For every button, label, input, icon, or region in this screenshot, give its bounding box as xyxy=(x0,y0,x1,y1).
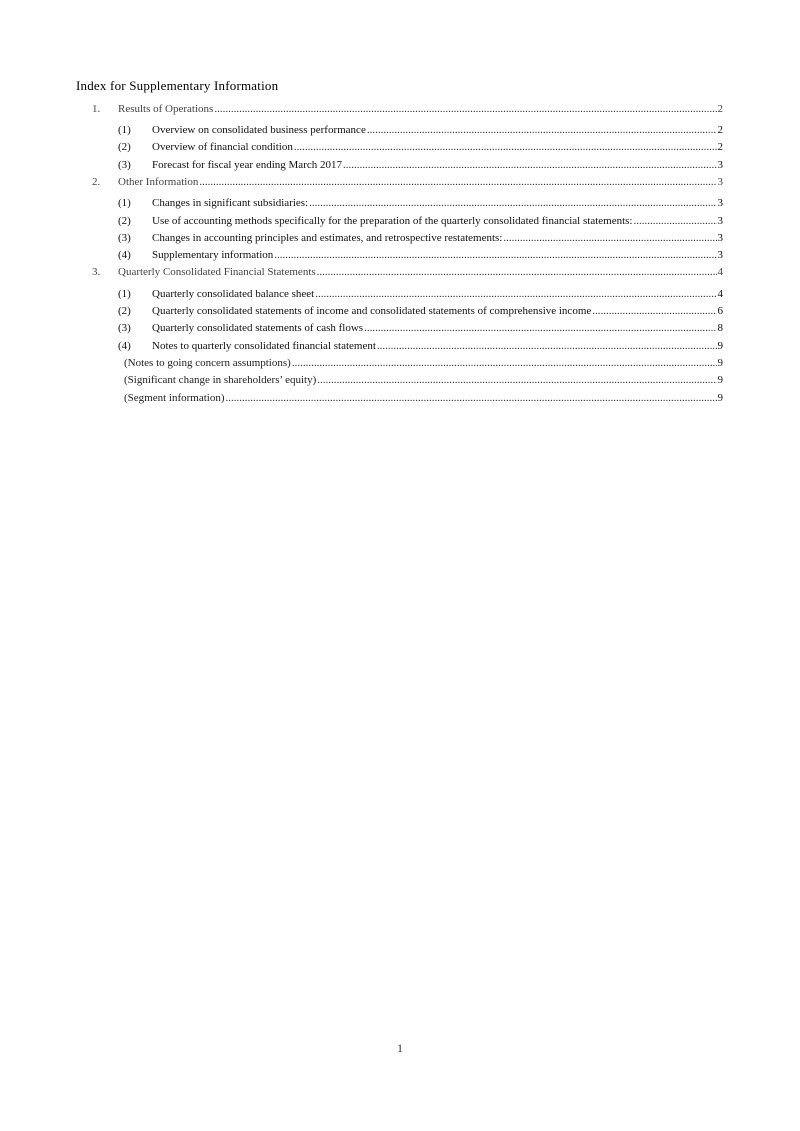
toc-entry-page: 2 xyxy=(717,124,723,136)
toc-entry-page: 9 xyxy=(717,340,723,352)
toc-entry-title: Changes in accounting principles and estimates, and retrospective restatements: xyxy=(152,232,503,244)
dot-leader xyxy=(317,372,716,388)
dot-leader xyxy=(274,247,716,263)
toc-entry[interactable] xyxy=(0,286,800,302)
toc-entry-page: 3 xyxy=(717,159,723,171)
toc-entry-title: Quarterly consolidated balance sheet xyxy=(152,288,315,300)
toc-entry-title: Results of Operations xyxy=(118,103,214,115)
dot-leader xyxy=(214,101,716,117)
dot-leader xyxy=(315,286,716,302)
toc-entry-number: (1) xyxy=(118,288,131,300)
dot-leader xyxy=(364,320,716,336)
toc-entry-number: (2) xyxy=(118,141,131,153)
toc-entry-number: 2. xyxy=(92,176,101,188)
dot-leader xyxy=(633,213,716,229)
toc-heading: Index for Supplementary Information xyxy=(76,78,279,93)
toc-entry[interactable] xyxy=(0,390,800,406)
toc-entry-page: 3 xyxy=(717,249,723,261)
toc-entry-number: (3) xyxy=(118,232,131,244)
toc-entry[interactable] xyxy=(0,303,800,319)
toc-entry-number: (4) xyxy=(118,249,131,261)
toc-entry-page: 3 xyxy=(717,232,723,244)
toc-entry[interactable] xyxy=(0,195,800,211)
toc-entry-page: 3 xyxy=(717,176,723,188)
toc-entry-number: (3) xyxy=(118,322,131,334)
toc-entry-title: (Notes to going concern assumptions) xyxy=(124,357,291,369)
dot-leader xyxy=(294,139,717,155)
toc-entry[interactable] xyxy=(0,247,800,263)
toc-entry-page: 3 xyxy=(717,215,723,227)
toc-entry-title: Notes to quarterly consolidated financial statement xyxy=(152,340,376,352)
toc-entry-number: 1. xyxy=(92,103,101,115)
toc-entry-page: 9 xyxy=(717,357,723,369)
toc-entry-section-1[interactable] xyxy=(0,101,800,117)
toc-entry-page: 9 xyxy=(717,392,723,404)
dot-leader xyxy=(503,230,716,246)
toc-entry-title: Quarterly Consolidated Financial Statements xyxy=(118,266,316,278)
dot-leader xyxy=(292,355,717,371)
toc-entry-page: 6 xyxy=(717,305,723,317)
toc-entry-title: Quarterly consolidated statements of cash flows xyxy=(152,322,364,334)
toc-entry[interactable] xyxy=(0,230,800,246)
toc-entry-page: 8 xyxy=(717,322,723,334)
dot-leader xyxy=(199,174,716,190)
toc-entry-title: (Segment information) xyxy=(124,392,225,404)
toc-entry-number: (1) xyxy=(118,124,131,136)
page-number: 1 xyxy=(397,1041,403,1055)
dot-leader xyxy=(367,122,717,138)
dot-leader xyxy=(309,195,716,211)
toc-entry[interactable] xyxy=(0,320,800,336)
toc-entry-title: Overview of financial condition xyxy=(152,141,293,153)
toc-entry[interactable] xyxy=(0,355,800,371)
toc-entry[interactable] xyxy=(0,139,800,155)
dot-leader xyxy=(343,157,717,173)
toc-entry-number: (2) xyxy=(118,215,131,227)
toc-entry[interactable] xyxy=(0,157,800,173)
toc-entry-title: Quarterly consolidated statements of income and consolidated statements of comprehensive income xyxy=(152,305,592,317)
toc-entry-number: (3) xyxy=(118,159,131,171)
toc-entry-number: (2) xyxy=(118,305,131,317)
toc-entry-page: 2 xyxy=(717,103,723,115)
toc-entry-title: Other Information xyxy=(118,176,199,188)
toc-entry[interactable] xyxy=(0,213,800,229)
toc-entry-number: 3. xyxy=(92,266,101,278)
toc-entry-title: Forecast for fiscal year ending March 2017 xyxy=(152,159,342,171)
dot-leader xyxy=(592,303,716,319)
dot-leader xyxy=(317,264,717,280)
toc-entry-number: (1) xyxy=(118,197,131,209)
toc-entry-page: 3 xyxy=(717,197,723,209)
toc-entry-section-3[interactable] xyxy=(0,264,800,280)
toc-entry-section-2[interactable] xyxy=(0,174,800,190)
dot-leader xyxy=(226,390,717,406)
toc-entry-title: Changes in significant subsidiaries: xyxy=(152,197,309,209)
toc-entry-title: Overview on consolidated business performance xyxy=(152,124,366,136)
toc-entry-number: (4) xyxy=(118,340,131,352)
toc-entry[interactable] xyxy=(0,372,800,388)
toc-entry-page: 4 xyxy=(717,266,723,278)
toc-entry-title: Supplementary information xyxy=(152,249,274,261)
toc-entry-page: 4 xyxy=(717,288,723,300)
dot-leader xyxy=(377,338,717,354)
toc-entry[interactable] xyxy=(0,338,800,354)
toc-entry-title: (Significant change in shareholders’ equity) xyxy=(124,374,317,386)
toc-entry[interactable] xyxy=(0,122,800,138)
toc-entry-title: Use of accounting methods specifically for the preparation of the quarterly consolidated financial statements: xyxy=(152,215,633,227)
toc-entry-page: 2 xyxy=(717,141,723,153)
toc-entry-page: 9 xyxy=(717,374,723,386)
